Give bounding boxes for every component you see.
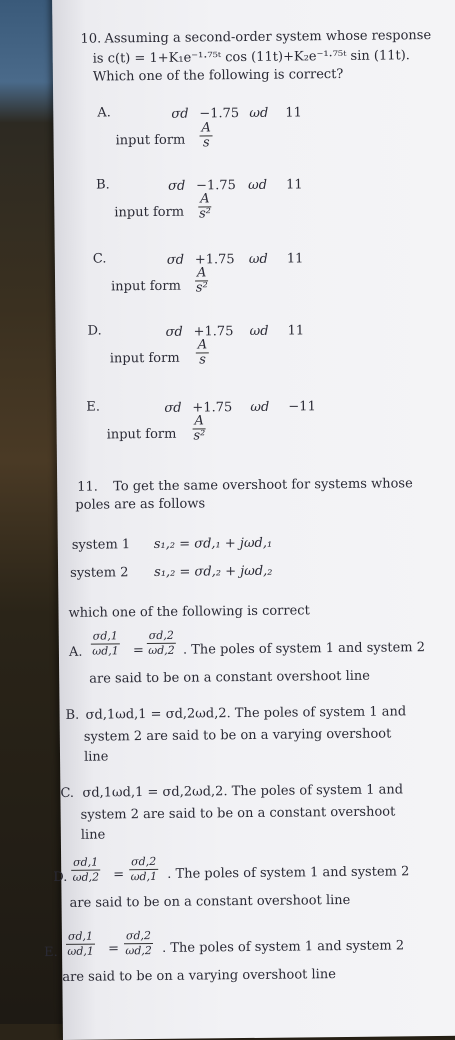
q10-line1: Assuming a second-order system whose response [104, 28, 432, 47]
option-letter: E. [86, 399, 101, 415]
sigma-symbol: σd [171, 106, 189, 122]
fraction-denominator: s [202, 135, 210, 151]
equals-sign: = [132, 643, 144, 659]
equals-sign: = [113, 867, 125, 883]
omega-value: 11 [285, 177, 303, 193]
omega-value: 11 [287, 323, 305, 339]
option-letter: A. [97, 105, 111, 121]
q11-number: 11. [77, 479, 98, 495]
option-letter: C. [60, 785, 75, 801]
fraction-left [91, 629, 120, 658]
sigma-symbol: σd [167, 178, 186, 194]
sigma-value: −1.75 [199, 106, 240, 122]
fraction-numerator: A [199, 121, 213, 136]
option-text-line2: are said to be on a varying overshoot line [62, 967, 336, 985]
option-letter: A. [68, 644, 83, 660]
fraction-denominator: ωd,1 [67, 944, 94, 958]
input-label: input form [111, 278, 181, 295]
input-fraction [192, 414, 206, 443]
omega-symbol: ωd [248, 251, 268, 267]
option-text-line2: system 2 are said to be on a varying overshoot [83, 726, 392, 745]
option-letter: D. [53, 869, 68, 886]
sigma-value: +1.75 [192, 400, 233, 416]
fraction-numerator: σd,2 [147, 629, 176, 644]
fraction-right [129, 855, 158, 884]
sigma-symbol: σd [165, 324, 183, 340]
option-text-line2: are said to be on a constant overshoot line [89, 668, 371, 687]
system1-equation: s₁,₂ = σd,₁ + jωd,₁ [153, 535, 273, 552]
sigma-value: −1.75 [195, 178, 236, 194]
fraction-denominator: ωd,1 [130, 869, 158, 884]
omega-value: −11 [288, 399, 316, 415]
fraction-numerator: σd,1 [66, 930, 95, 945]
fraction-left [66, 930, 95, 959]
fraction-denominator: ωd,2 [125, 944, 152, 958]
q11-line2: poles are as follows [75, 496, 206, 513]
system1-label: system 1 [71, 537, 131, 553]
paper-sheet [44, 0, 455, 1040]
input-fraction [195, 266, 209, 295]
option-letter: D. [87, 323, 102, 339]
omega-value: 11 [286, 251, 304, 267]
option-text: . The poles of system 1 and system 2 [167, 864, 410, 882]
option-letter: B. [65, 707, 80, 723]
omega-symbol: ωd [247, 177, 268, 193]
fraction-numerator: σd,2 [124, 929, 153, 944]
option-text-line1: σd,1ωd,1 = σd,2ωd,2. The poles of system 1 and [85, 704, 407, 723]
input-label: input form [114, 204, 185, 221]
fraction-numerator: A [198, 192, 212, 207]
equals-sign: = [107, 941, 120, 957]
system2-label: system 2 [70, 565, 129, 581]
fraction-denominator: s² [195, 280, 208, 296]
fraction-numerator: σd,2 [129, 855, 158, 870]
fraction-denominator: ωd,1 [92, 644, 119, 658]
input-fraction [199, 121, 213, 150]
fraction-denominator: s² [199, 206, 212, 222]
fraction-left [71, 856, 100, 885]
option-letter: B. [95, 177, 110, 193]
fraction-denominator: s² [193, 428, 206, 444]
option-text: . The poles of system 1 and system 2 [161, 938, 405, 956]
input-fraction [196, 338, 210, 367]
q10-line3: Which one of the following is correct? [92, 66, 344, 85]
fraction-numerator: σd,1 [91, 629, 120, 644]
input-label: input form [106, 426, 177, 443]
fraction-denominator: ωd,2 [148, 643, 175, 658]
option-text-line2: are said to be on a constant overshoot line [69, 892, 351, 911]
sigma-value: +1.75 [193, 324, 234, 340]
omega-value: 11 [285, 105, 302, 121]
omega-symbol: ωd [249, 323, 269, 339]
q11-question: which one of the following is correct [68, 603, 310, 621]
sigma-symbol: σd [166, 252, 185, 268]
input-fraction [198, 192, 212, 221]
option-letter: E. [44, 944, 58, 961]
option-letter: C. [92, 251, 107, 267]
system2-equation: s₁,₂ = σd,₂ + jωd,₂ [154, 563, 273, 580]
sigma-value: +1.75 [194, 252, 235, 268]
option-text-line3: line [83, 749, 109, 765]
fraction-numerator: A [192, 414, 206, 429]
option-text: . The poles of system 1 and system 2 [182, 640, 426, 658]
fraction-numerator: A [196, 338, 210, 353]
omega-symbol: ωd [249, 105, 269, 121]
option-text-line2: system 2 are said to be on a constant overshoot [80, 804, 396, 823]
omega-symbol: ωd [250, 399, 270, 415]
sigma-symbol: σd [164, 400, 182, 416]
option-text-line3: line [80, 827, 106, 843]
option-text-line1: σd,1ωd,1 = σd,2ωd,2. The poles of system 1 and [82, 782, 404, 801]
fraction-right [124, 929, 153, 958]
fraction-right [147, 629, 176, 658]
input-label: input form [109, 350, 180, 367]
fraction-numerator: A [195, 266, 209, 281]
input-label: input form [115, 132, 186, 149]
fraction-numerator: σd,1 [71, 856, 100, 871]
q10-line2: is c(t) = 1+K₁e⁻¹·⁷⁵ᵗ cos (11t)+K₂e⁻¹·⁷⁵ᵗ sin (11t). [92, 48, 410, 67]
fraction-denominator: s [199, 352, 206, 368]
q11-line1: To get the same overshoot for systems whose [113, 476, 413, 495]
fraction-denominator: ωd,2 [72, 870, 100, 884]
q10-number: 10. [80, 31, 102, 47]
